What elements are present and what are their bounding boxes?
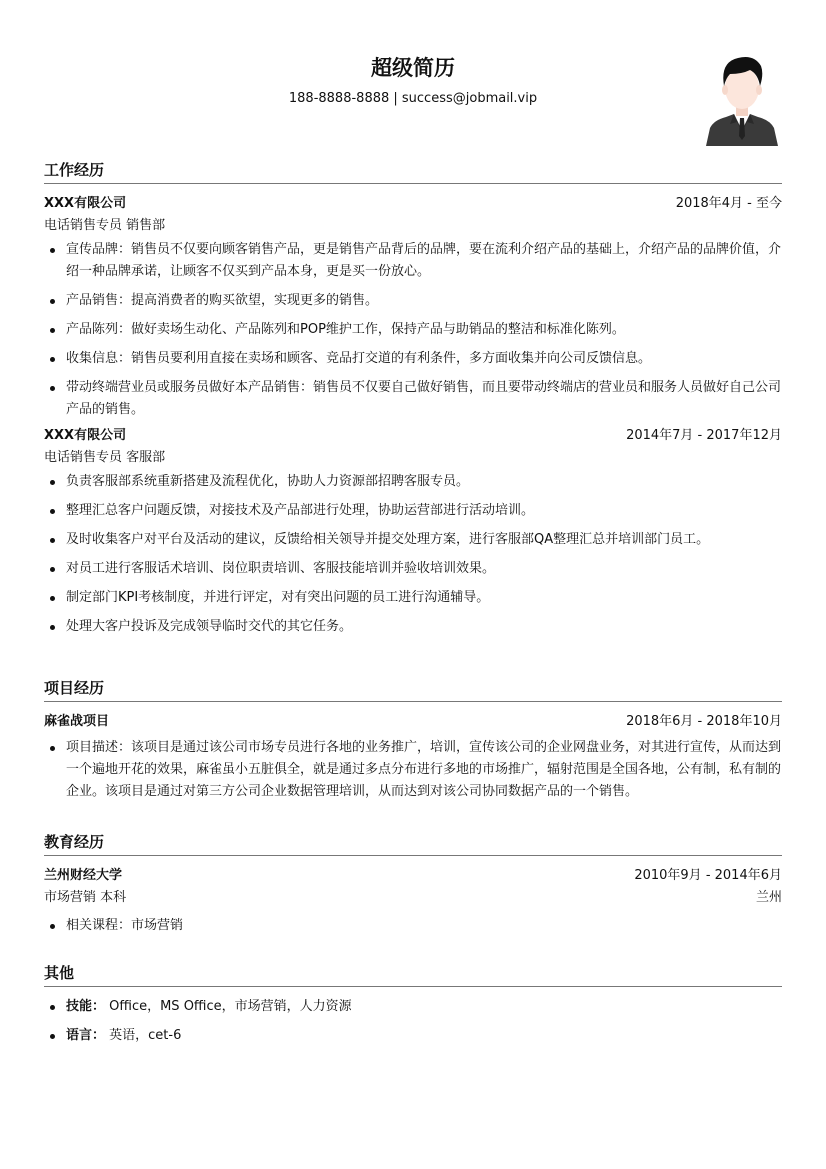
job-bullet: 产品销售：提高消费者的购买欲望，实现更多的销售。 <box>44 290 782 312</box>
contact-info: 188-8888-8888 | success@jobmail.vip <box>288 91 538 106</box>
project-section-title: 项目经历 <box>44 678 782 702</box>
project-bullets <box>44 737 782 803</box>
job-bullets <box>44 471 782 638</box>
job-company: XXX有限公司 <box>44 196 127 211</box>
job-bullet: 及时收集客户对平台及活动的建议，反馈给相关领导并提交处理方案，进行客服部QA整理汇总并培训部门员工。 <box>44 529 782 551</box>
skills-value: Office，MS Office，市场营销，人力资源 <box>105 999 352 1014</box>
job-period: 2014年7月 - 2017年12月 <box>626 428 782 443</box>
education-period: 2010年9月 - 2014年6月 <box>634 868 782 883</box>
job-header <box>44 193 782 215</box>
job-role: 电话销售专员 销售部 <box>44 218 166 233</box>
other-bullets <box>44 996 782 1047</box>
avatar-photo <box>704 52 780 146</box>
skills-label: 技能： <box>66 999 106 1014</box>
education-section-title: 教育经历 <box>44 832 782 856</box>
school-city: 兰州 <box>755 890 782 905</box>
job-bullets <box>44 239 782 421</box>
language-label: 语言： <box>66 1028 106 1043</box>
work-section <box>44 160 782 645</box>
project-section <box>44 678 782 810</box>
language-value: 英语，cet-6 <box>105 1028 182 1043</box>
other-section <box>44 963 782 1054</box>
job-role: 电话销售专员 客服部 <box>44 450 166 465</box>
education-detail <box>44 887 782 911</box>
job-bullet: 处理大客户投诉及完成领导临时交代的其它任务。 <box>44 616 782 638</box>
job-bullet: 负责客服部系统重新搭建及流程优化，协助人力资源部招聘客服专员。 <box>44 471 782 493</box>
project-bullet: 项目描述：该项目是通过该公司市场专员进行各地的业务推广，培训，宣传该公司的企业网盘业务，对其进行宣传，从而达到一个遍地开花的效果，麻雀虽小五脏俱全，就是通过多点分布进行多地的市场推广，辐射范围是全国各地，公有制，私有制的企业。该项目是通过对第三方公司企业数据管理培训，从而达到对该公司协同数据产品的一个销售。 <box>44 737 782 803</box>
job-period: 2018年4月 - 至今 <box>675 196 782 211</box>
education-bullet: 相关课程：市场营销 <box>44 915 782 937</box>
job-bullet: 带动终端营业员或服务员做好本产品销售：销售员不仅要自己做好销售，而且要带动终端店的营业员和服务人员做好自己公司产品的销售。 <box>44 377 782 421</box>
project-name: 麻雀战项目 <box>44 714 110 729</box>
other-section-title: 其他 <box>44 963 782 987</box>
resume-name: 超级简历 <box>371 56 455 80</box>
job-bullet: 制定部门KPI考核制度，并进行评定，对有突出问题的员工进行沟通辅导。 <box>44 587 782 609</box>
education-bullets <box>44 915 782 937</box>
major-degree: 市场营销 本科 <box>44 890 127 905</box>
job-bullet: 产品陈列：做好卖场生动化、产品陈列和POP维护工作，保持产品与助销品的整洁和标准化陈列。 <box>44 319 782 341</box>
education-header <box>44 865 782 887</box>
work-section-title: 工作经历 <box>44 160 782 184</box>
job-bullet: 整理汇总客户问题反馈，对接技术及产品部进行处理，协助运营部进行活动培训。 <box>44 500 782 522</box>
skills-item <box>44 996 782 1018</box>
job-bullet: 收集信息：销售员要利用直接在卖场和顾客、竞品打交道的有利条件，多方面收集并向公司反馈信息。 <box>44 348 782 370</box>
language-item <box>44 1025 782 1047</box>
school-name: 兰州财经大学 <box>44 868 123 883</box>
job-bullet: 对员工进行客服话术培训、岗位职责培训、客服技能培训并验收培训效果。 <box>44 558 782 580</box>
education-section <box>44 832 782 944</box>
job-header <box>44 425 782 447</box>
project-period: 2018年6月 - 2018年10月 <box>626 714 782 729</box>
job-bullet: 宣传品牌：销售员不仅要向顾客销售产品，更是销售产品背后的品牌，要在流利介绍产品的基础上，介绍产品的品牌价值，介绍一种品牌承诺，让顾客不仅买到产品本身，更是买一份放心。 <box>44 239 782 283</box>
project-header <box>44 711 782 733</box>
job-company: XXX有限公司 <box>44 428 127 443</box>
